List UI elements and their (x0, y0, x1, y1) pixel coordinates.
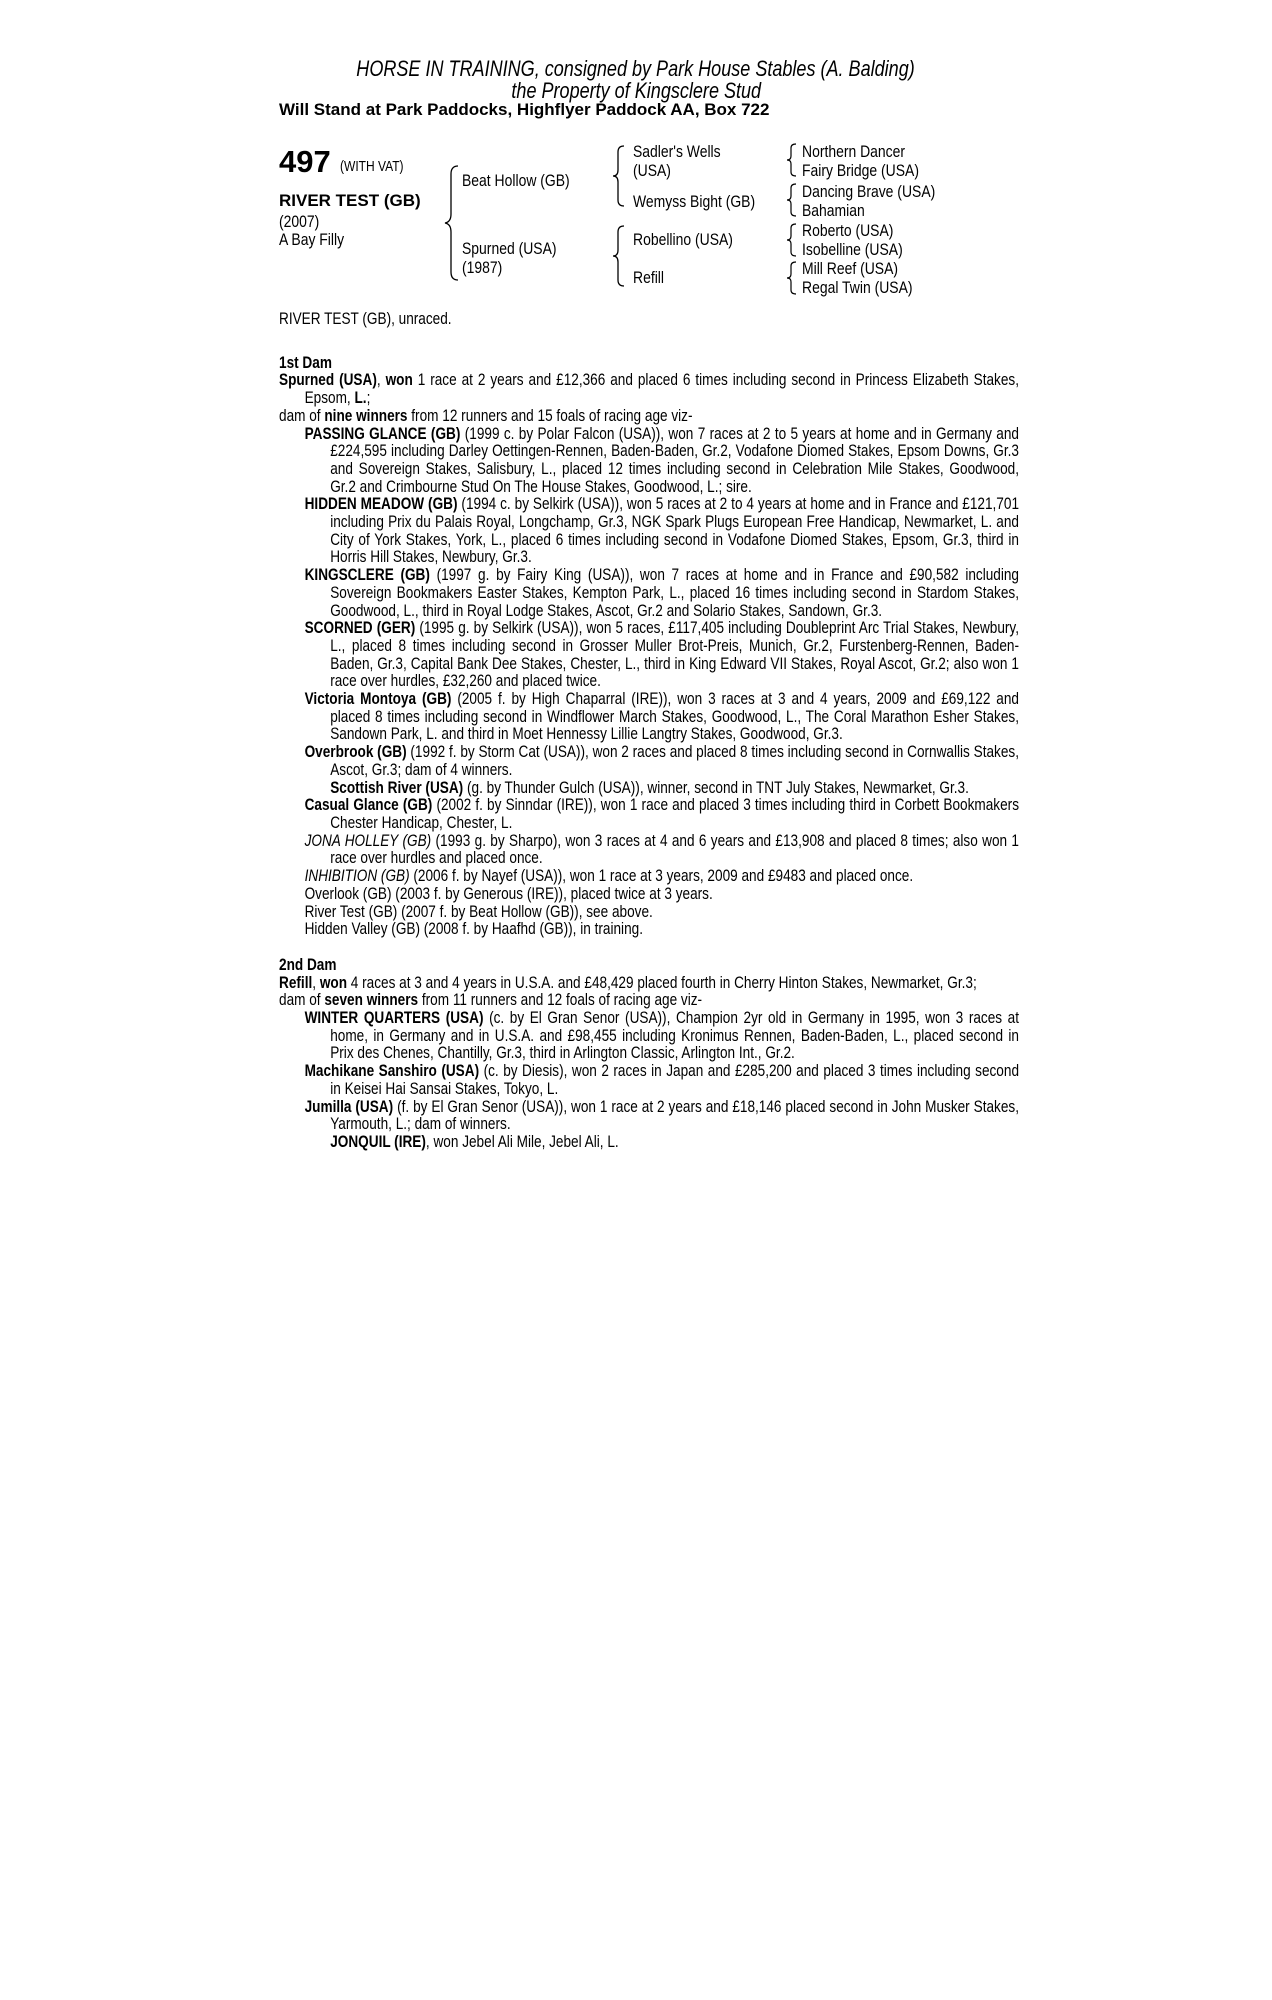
second-dam-produce: dam of seven winners from 11 runners and 12 foals of racing age viz- (279, 990, 703, 1010)
produce-jona-holley: JONA HOLLEY (GB) (1993 g. by Sharpo), won 3 races at 4 and 6 years and £13,908 and placed 8 times; also won 1 race over hurdles and placed once. (304, 830, 1019, 868)
horse-year: (2007) (279, 212, 320, 231)
produce-river-test: River Test (GB) (2007 f. by Beat Hollow (GB)), see above. (304, 901, 653, 921)
catalogue-body (279, 310, 1019, 1151)
unraced-line: RIVER TEST (GB), unraced. (279, 309, 452, 328)
produce-victoria-montoya: Victoria Montoya (GB) (2005 f. by High Chaparral (IRE)), won 3 races at 3 and 4 years, 2009 and £69,122 and placed 8 times including second in Windflower March Stakes, Goodwood, L., The Coral Marathon Esher Stakes, Sandown Park, L. and third in Moet Hennessy Lillie Langtry Stakes, Goodwood, Gr.3. (304, 689, 1019, 744)
pedigree-dam: Spurned (USA) (462, 239, 557, 258)
header-line-1: HORSE IN TRAINING, consigned by Park House Stables (A. Balding) (356, 56, 916, 81)
pedigree-dam-sire: Robellino (USA) (633, 230, 733, 249)
produce-kingsclere: KINGSCLERE (GB) (1997 g. by Fairy King (USA)), won 7 races at home and in France and £90,582 including Sovereign Bookmakers Easter Stakes, Kempton Park, L., placed 16 times including second in Stardom Stakes, Goodwood, L., third in Royal Lodge Stakes, Ascot, Gr.2 and Solario Stakes, Sandown, Gr.3. (304, 565, 1020, 620)
first-dam-title: 1st Dam (279, 352, 332, 372)
pedigree-brace-sd (786, 182, 798, 218)
pedigree-dss: Roberto (USA) (802, 221, 894, 240)
produce-overbrook: Overbrook (GB) (1992 f. by Storm Cat (USA)), won 2 races and placed 8 times including second in Cornwallis Stakes, Ascot, Gr.3; dam of 4 winners. (304, 742, 1019, 779)
produce-passing-glance: PASSING GLANCE (GB) (1999 c. by Polar Falcon (USA)), won 7 races at 2 to 5 years at home and in Germany and £224,595 including Darley Oettingen-Rennen, Baden-Baden, Gr.2, Vodafone Diomed Stakes, Epsom Downs, Gr.3 and Sovereign Stakes, Salisbury, L., placed 12 times including second in Celebration Mile Stakes, Goodwood, Gr.2 and Crimbourne Stud On The House Stakes, Goodwood, L.; sire. (304, 423, 1019, 496)
pedigree-brace-dd (786, 260, 798, 296)
lot-number: 497 (279, 144, 331, 179)
pedigree-brace-dam (612, 224, 626, 288)
pedigree-sds: Dancing Brave (USA) (802, 182, 936, 201)
pedigree-dsd: Isobelline (USA) (802, 240, 903, 259)
produce-jumilla: Jumilla (USA) (f. by El Gran Senor (USA)), won 1 race at 2 years and £18,146 placed second in John Musker Stakes, Yarmouth, L.; dam of winners. (304, 1096, 1020, 1134)
horse-description: A Bay Filly (279, 230, 345, 249)
first-dam-entry: Spurned (USA), won 1 race at 2 years and £12,366 and placed 6 times including second in Princess Elizabeth Stakes, Epsom, L.; (279, 370, 1019, 408)
produce-machikane-sanshiro: Machikane Sanshiro (USA) (c. by Diesis), won 2 races in Japan and £285,200 and placed 3 times including second in Keisei Hai Sansai Stakes, Tokyo, L. (304, 1061, 1020, 1098)
pedigree-brace-sire (612, 144, 626, 208)
produce-hidden-valley: Hidden Valley (GB) (2008 f. by Haafhd (GB)), in training. (304, 919, 643, 939)
horse-name: RIVER TEST (GB) (279, 191, 421, 210)
produce-casual-glance: Casual Glance (GB) (2002 f. by Sinndar (IRE)), won 1 race and placed 3 times including third in Corbett Bookmakers Chester Handicap, Chester, L. (304, 795, 1020, 832)
pedigree-sire: Beat Hollow (GB) (462, 171, 570, 190)
pedigree-sdd: Bahamian (802, 201, 865, 220)
produce-hidden-meadow: HIDDEN MEADOW (GB) (1994 c. by Selkirk (USA)), won 5 races at 2 to 4 years at home and in France and £121,701 including Prix du Palais Royal, Longchamp, Gr.3, NGK Spark Plugs European Free Handicap, Newmarket, L. and City of York Stakes, York, L., placed 6 times including second in Vodafone Diomed Stakes, Epsom, Gr.3, third in Horris Hill Stakes, Newbury, Gr.3. (304, 494, 1020, 567)
produce-overlook: Overlook (GB) (2003 f. by Generous (IRE)), placed twice at 3 years. (304, 883, 713, 903)
pedigree-brace-ds (786, 222, 798, 258)
produce-scottish-river: Scottish River (USA) (g. by Thunder Gulch (USA)), winner, second in TNT July Stakes, Newmarket, Gr.3. (330, 777, 969, 797)
pedigree-dds: Mill Reef (USA) (802, 259, 899, 278)
stand-location: Will Stand at Park Paddocks, Highflyer Paddock AA, Box 722 (279, 100, 770, 119)
pedigree-sire-dam: Wemyss Bight (GB) (633, 192, 756, 211)
second-dam-entry: Refill, won 4 races at 3 and 4 years in U.S.A. and £48,429 placed fourth in Cherry Hinton Stakes, Newmarket, Gr.3; (279, 972, 977, 992)
produce-winter-quarters: WINTER QUARTERS (USA) (c. by El Gran Senor (USA)), Champion 2yr old in Germany in 1995, won 3 races at home, in Germany and in U.S.A. and £98,455 including Kronimus Rennen, Baden-Baden, L., placed second in Prix des Chenes, Chantilly, Gr.3, third in Arlington Classic, Arlington Int., Gr.2. (304, 1008, 1019, 1063)
pedigree-dam-year: (1987) (462, 258, 503, 277)
pedigree-dam-dam: Refill (633, 268, 664, 287)
pedigree-sire-sire-2: (USA) (633, 161, 671, 180)
produce-scorned: SCORNED (GER) (1995 g. by Selkirk (USA)), won 5 races, £117,405 including Doubleprint Arc Trial Stakes, Newbury, L., placed 8 times including second in Grosser Muller Brot-Preis, Munich, Gr.2, Furstenberg-Rennen, Baden-Baden, Gr.3, Capital Bank Dee Stakes, Chester, L., third in King Edward VII Stakes, Royal Ascot, Gr.2; also won 1 race over hurdles, £32,260 and placed twice. (304, 618, 1019, 691)
produce-jonquil: JONQUIL (IRE), won Jebel Ali Mile, Jebel Ali, L. (330, 1131, 619, 1151)
pedigree-brace-ss (786, 142, 798, 178)
pedigree-sire-sire: Sadler's Wells (633, 142, 721, 161)
first-dam-produce: dam of nine winners from 12 runners and 15 foals of racing age viz- (279, 405, 693, 425)
pedigree-brace-main (444, 164, 460, 282)
pedigree-sss: Northern Dancer (802, 142, 906, 161)
vat-note: (WITH VAT) (340, 158, 404, 175)
pedigree-ddd: Regal Twin (USA) (802, 278, 913, 297)
header-line-2: the Property of Kingsclere Stud (511, 78, 761, 103)
second-dam-title: 2nd Dam (279, 954, 337, 974)
produce-inhibition: INHIBITION (GB) (2006 f. by Nayef (USA)), won 1 race at 3 years, 2009 and £9483 and placed once. (304, 866, 914, 886)
pedigree-ssd: Fairy Bridge (USA) (802, 161, 919, 180)
